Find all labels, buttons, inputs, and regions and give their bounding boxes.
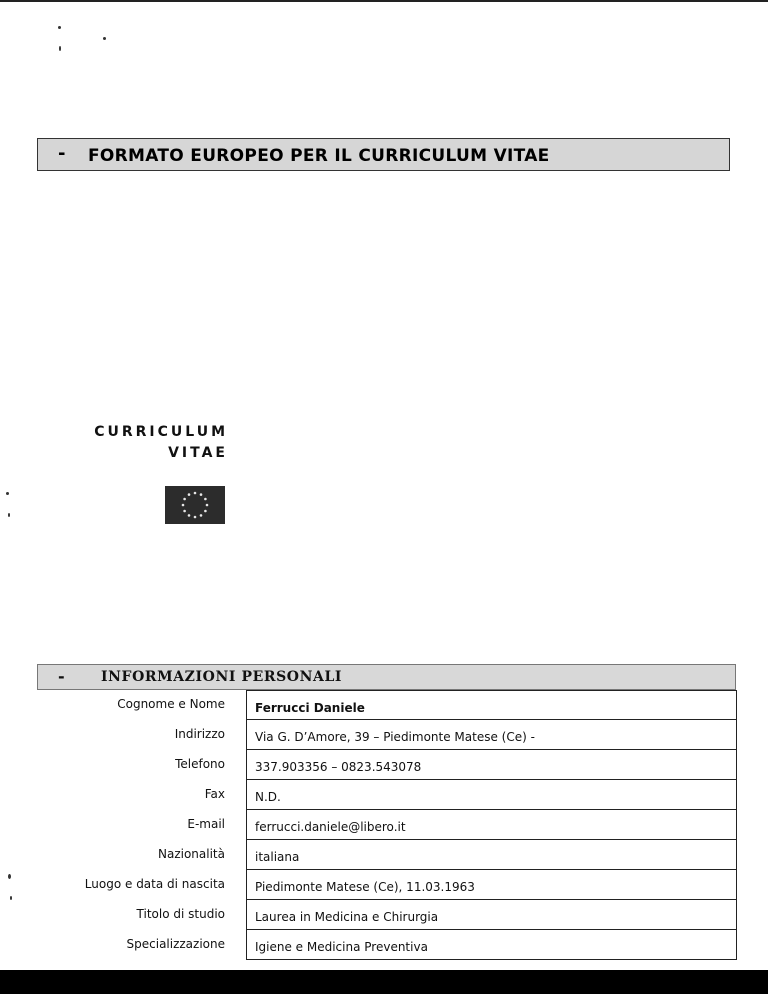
flag-star	[200, 493, 203, 496]
info-label: Indirizzo	[174, 727, 225, 741]
info-value: italiana	[246, 840, 737, 870]
banner-title: FORMATO EUROPEO PER IL CURRICULUM VITAE	[88, 146, 550, 166]
page-top-edge	[0, 0, 768, 2]
section-header-personal-info	[37, 664, 736, 690]
scan-speck	[58, 26, 61, 29]
flag-star	[204, 498, 207, 501]
info-row	[40, 780, 737, 810]
scan-speck	[8, 874, 11, 879]
info-value: ferrucci.daniele@libero.it	[246, 810, 737, 840]
info-value: Laurea in Medicina e Chirurgia	[246, 900, 737, 930]
info-value: N.D.	[246, 780, 737, 810]
info-row	[40, 810, 737, 840]
info-row	[40, 720, 737, 750]
info-label: Telefono	[175, 757, 225, 771]
info-row	[40, 840, 737, 870]
info-value: Ferrucci Daniele	[246, 690, 737, 720]
scan-speck	[10, 896, 12, 900]
info-label: Specializzazione	[126, 937, 225, 951]
info-row	[40, 930, 737, 960]
flag-star	[182, 504, 185, 507]
info-label: Cognome e Nome	[117, 697, 225, 711]
info-value: Via G. D’Amore, 39 – Piedimonte Matese (Ce) -	[246, 720, 737, 750]
flag-star	[183, 498, 186, 501]
cv-heading-line1: CURRICULUM	[94, 424, 228, 440]
scan-speck	[8, 513, 10, 517]
cv-heading	[80, 422, 228, 464]
info-value: Piedimonte Matese (Ce), 11.03.1963	[246, 870, 737, 900]
scan-bottom-edge	[0, 970, 768, 994]
flag-star	[206, 504, 209, 507]
info-label: E-mail	[187, 817, 225, 831]
info-row	[40, 750, 737, 780]
scan-speck	[103, 37, 106, 40]
flag-star	[188, 493, 191, 496]
section-title: INFORMAZIONI PERSONALI	[101, 669, 343, 685]
info-row	[40, 900, 737, 930]
banner-dash: -	[58, 143, 66, 164]
flag-star	[204, 510, 207, 513]
eu-flag-icon	[165, 486, 225, 524]
flag-star	[200, 514, 203, 517]
info-row	[40, 690, 737, 720]
info-value: Igiene e Medicina Preventiva	[246, 930, 737, 960]
section-dash: -	[58, 667, 65, 686]
scan-speck	[59, 46, 61, 51]
info-value: 337.903356 – 0823.543078	[246, 750, 737, 780]
scan-speck	[6, 492, 9, 495]
info-label: Fax	[204, 787, 225, 801]
flag-star	[188, 514, 191, 517]
info-label: Nazionalità	[158, 847, 225, 861]
flag-star	[194, 492, 197, 495]
flag-star	[183, 510, 186, 513]
personal-info-table	[40, 690, 737, 960]
cv-heading-line2: VITAE	[168, 445, 228, 461]
info-label: Luogo e data di nascita	[84, 877, 225, 891]
flag-star	[194, 516, 197, 519]
info-label: Titolo di studio	[136, 907, 225, 921]
info-row	[40, 870, 737, 900]
cv-format-banner	[37, 138, 730, 171]
